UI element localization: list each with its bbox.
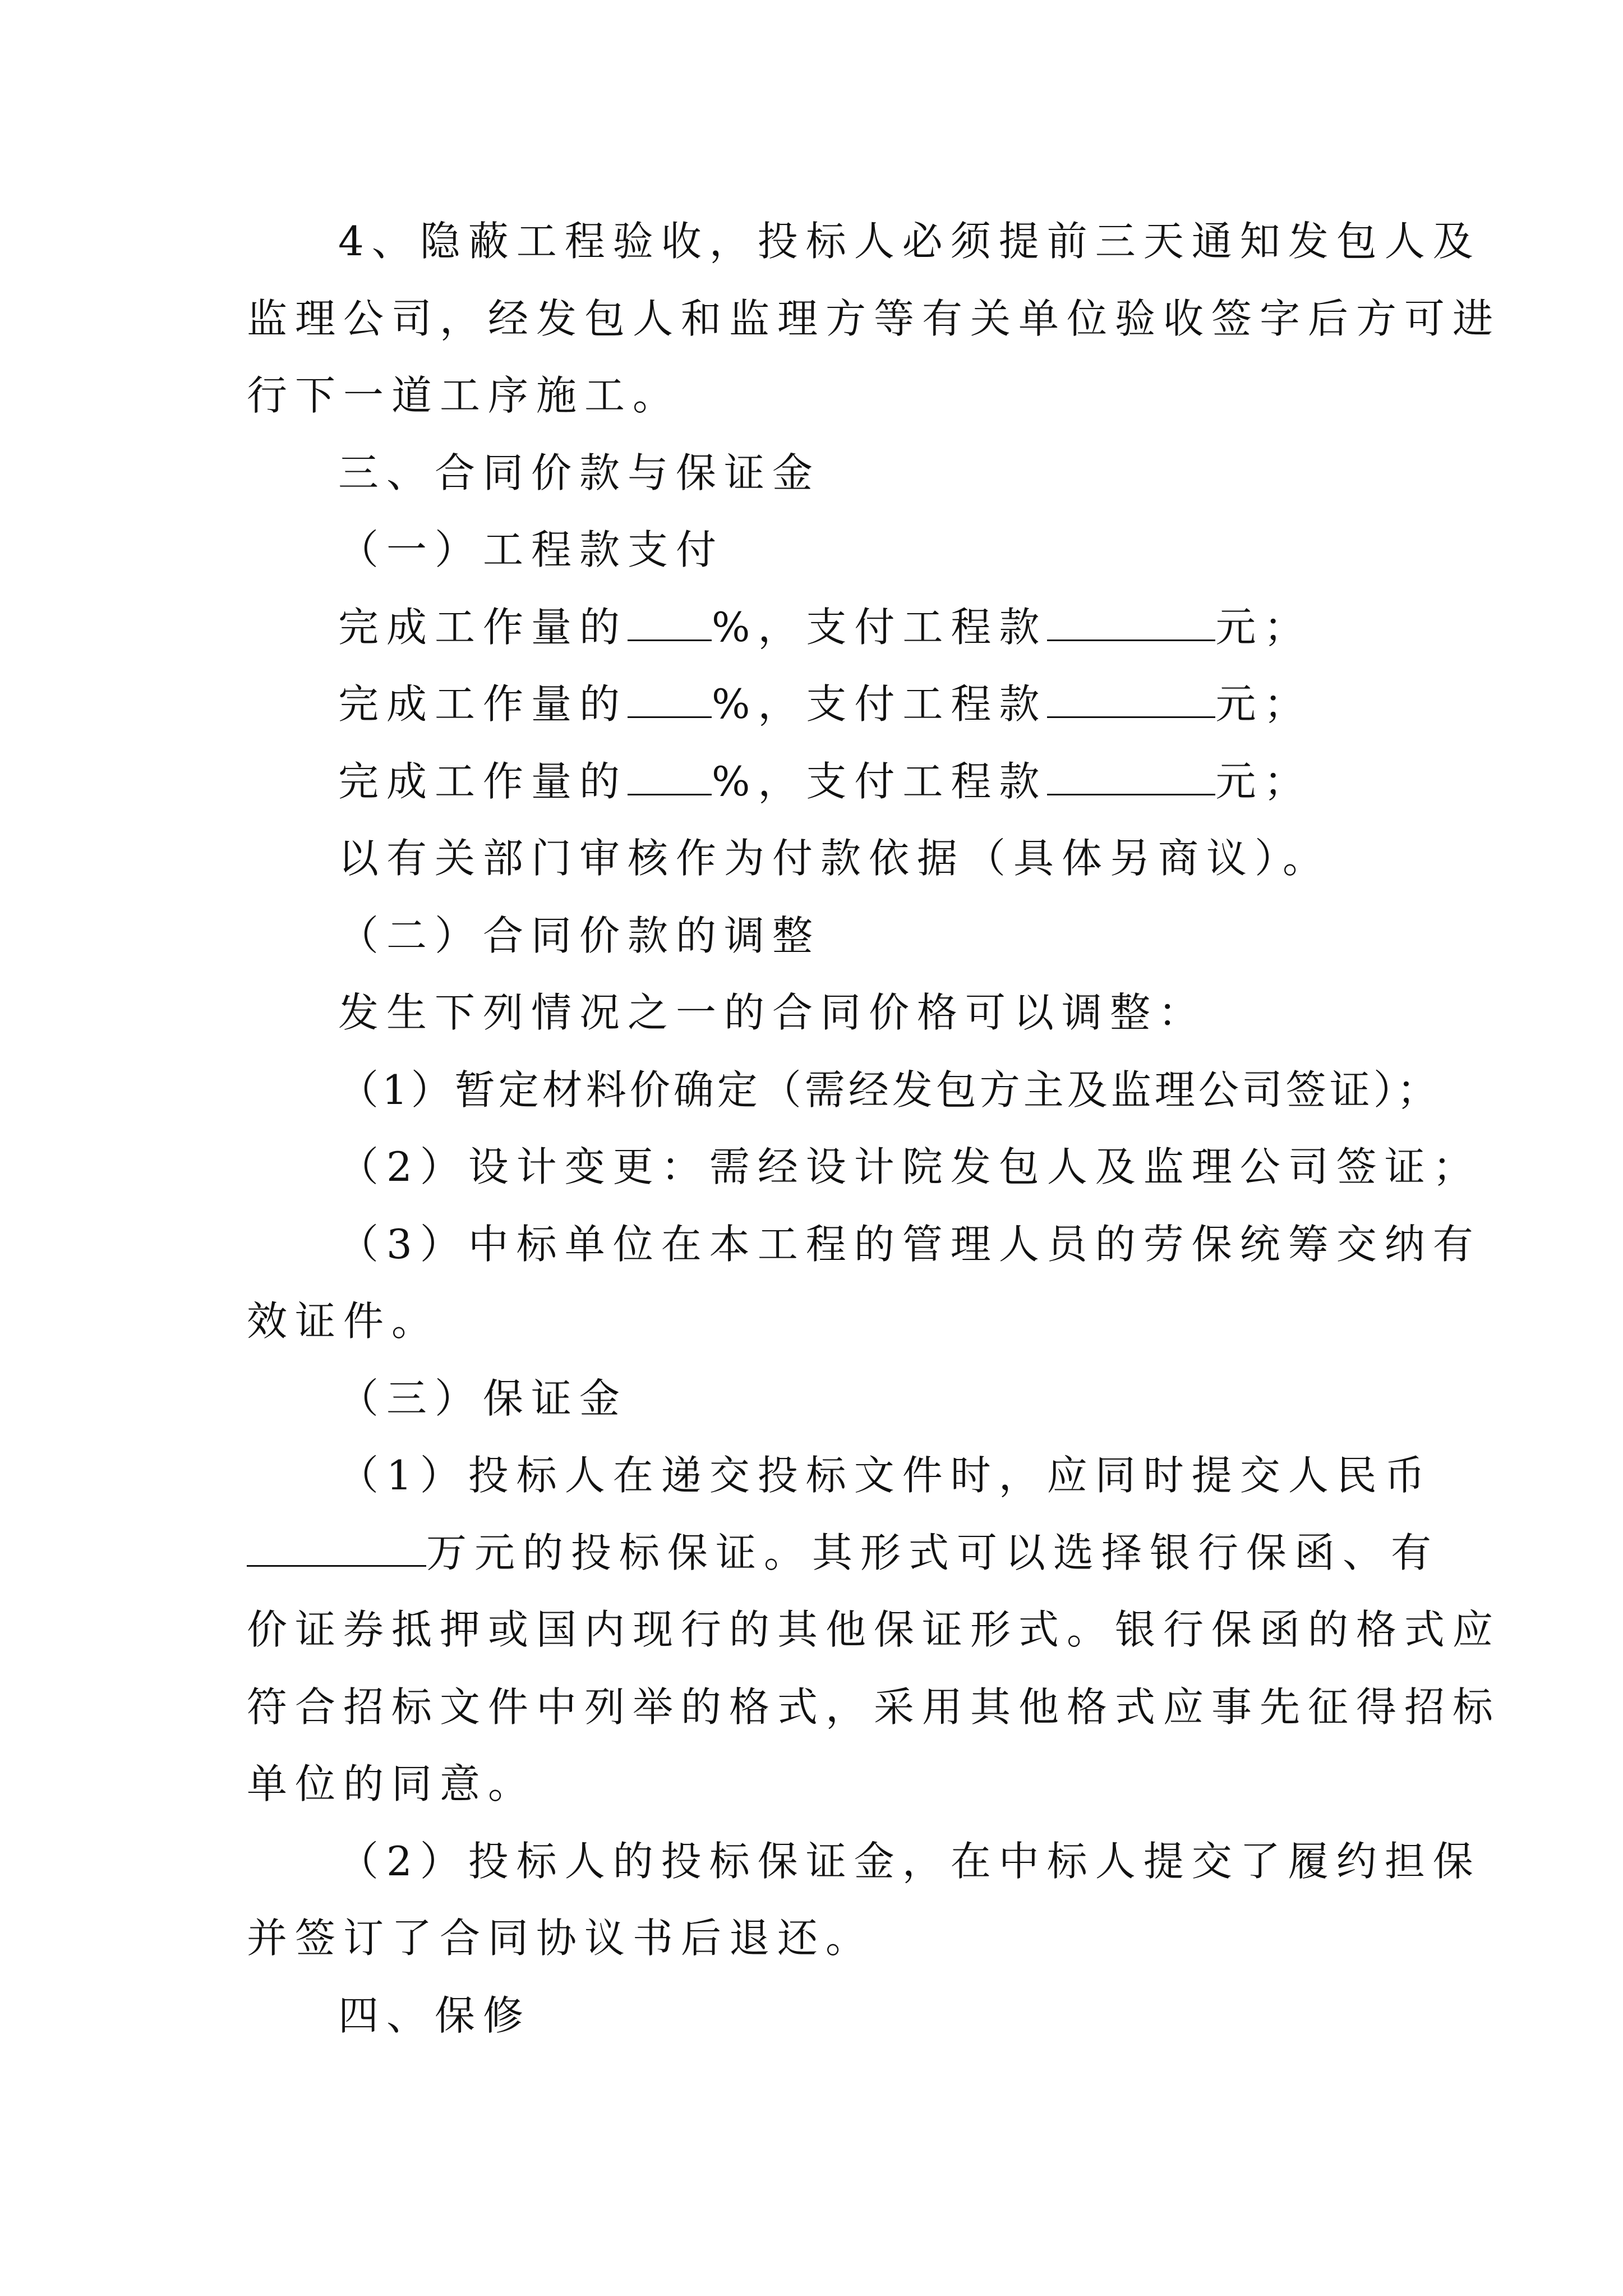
payment-line xyxy=(338,593,1312,661)
amount-blank xyxy=(1047,602,1215,641)
payment-suffix: 元； xyxy=(1215,680,1312,728)
subheading-deposit: （三）保证金 xyxy=(338,1375,628,1422)
paragraph-deposit-1-cont: 符合招标文件中列举的格式，采用其他格式应事先征得招标 xyxy=(247,1683,1501,1731)
payment-suffix: 元； xyxy=(1215,758,1312,805)
list-item-adjustment-1: （1）暂定材料价确定（需经发包方主及监理公司签证）； xyxy=(338,1066,1441,1114)
payment-suffix: 元； xyxy=(1215,604,1312,651)
paragraph-deposit-1-cont xyxy=(247,1519,1439,1586)
payment-prefix: 完成工作量的 xyxy=(338,758,628,805)
payment-prefix: 完成工作量的 xyxy=(338,680,628,728)
payment-mid: %，支付工程款 xyxy=(712,680,1048,728)
subheading-price-adjustment: （二）合同价款的调整 xyxy=(338,912,821,959)
section-heading-contract-price: 三、合同价款与保证金 xyxy=(338,449,821,496)
paragraph-deposit-2-end: 并签订了合同协议书后退还。 xyxy=(247,1915,874,1962)
paragraph-hidden-acceptance-cont: 监理公司，经发包人和监理方等有关单位验收签字后方可进 xyxy=(247,295,1501,342)
paragraph-hidden-acceptance-end: 行下一道工序施工。 xyxy=(247,372,681,419)
paragraph-deposit-1-end: 单位的同意。 xyxy=(247,1760,537,1807)
subheading-payment: （一）工程款支付 xyxy=(338,526,725,573)
amount-blank xyxy=(1047,757,1215,795)
payment-line xyxy=(338,670,1312,738)
percent-blank xyxy=(628,679,712,718)
payment-mid: %，支付工程款 xyxy=(712,758,1048,805)
paragraph-hidden-acceptance: 4、隐蔽工程验收，投标人必须提前三天通知发包人及 xyxy=(338,218,1481,265)
paragraph-payment-basis: 以有关部门审核作为付款依据（具体另商议）。 xyxy=(338,835,1331,882)
list-item-adjustment-3-cont: 效证件。 xyxy=(247,1297,440,1345)
payment-prefix: 完成工作量的 xyxy=(338,604,628,651)
list-item-adjustment-3: （3）中标单位在本工程的管理人员的劳保统筹交纳有 xyxy=(338,1221,1481,1268)
payment-mid: %，支付工程款 xyxy=(712,604,1048,651)
paragraph-deposit-1: （1）投标人在递交投标文件时，应同时提交人民币 xyxy=(338,1452,1433,1499)
percent-blank xyxy=(628,602,712,641)
deposit-amount-tail: 万元的投标保证。其形式可以选择银行保函、有 xyxy=(426,1529,1440,1576)
section-heading-warranty: 四、保修 xyxy=(338,1992,532,2039)
paragraph-deposit-2: （2）投标人的投标保证金，在中标人提交了履约担保 xyxy=(338,1838,1481,1885)
list-item-adjustment-2: （2）设计变更：需经设计院发包人及监理公司签证； xyxy=(338,1143,1481,1190)
amount-blank xyxy=(1047,679,1215,718)
paragraph-adjustment-intro: 发生下列情况之一的合同价格可以调整： xyxy=(338,989,1207,1036)
deposit-amount-blank xyxy=(247,1528,426,1567)
percent-blank xyxy=(628,757,712,795)
payment-line xyxy=(338,748,1312,815)
paragraph-deposit-1-cont: 价证券抵押或国内现行的其他保证形式。银行保函的格式应 xyxy=(247,1606,1501,1653)
